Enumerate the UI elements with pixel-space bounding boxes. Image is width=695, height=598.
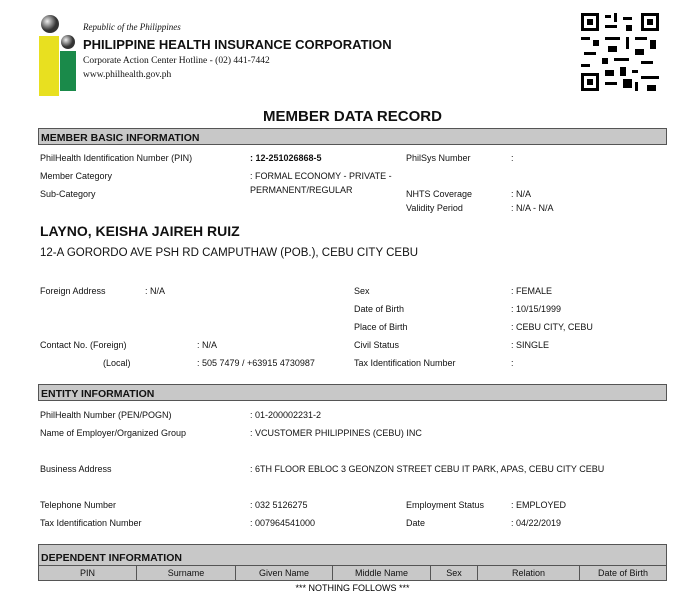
date-label: Date: [406, 518, 426, 528]
business-address-label: Business Address: [40, 464, 112, 474]
col-surname: Surname: [137, 566, 236, 580]
pob-value: : CEBU CITY, CEBU: [511, 322, 593, 332]
nothing-follows: *** NOTHING FOLLOWS ***: [295, 583, 410, 593]
pob-label: Place of Birth: [354, 322, 408, 332]
category-value: : FORMAL ECONOMY - PRIVATE -: [250, 171, 392, 181]
telephone-value: : 032 5126275: [250, 500, 308, 510]
org-name: PHILIPPINE HEALTH INSURANCE CORPORATION: [83, 37, 392, 52]
pin-value: : 12-251026868-5: [250, 153, 322, 163]
date-value: : 04/22/2019: [511, 518, 562, 528]
employer-value: : VCUSTOMER PHILIPPINES (CEBU) INC: [250, 428, 422, 438]
member-name: LAYNO, KEISHA JAIREH RUIZ: [40, 223, 240, 239]
validity-label: Validity Period: [406, 203, 463, 213]
section-member-basic: [38, 128, 667, 145]
validity-value: : N/A - N/A: [511, 203, 554, 213]
col-given-name: Given Name: [236, 566, 333, 580]
pen-value: : 01-200002231-2: [250, 410, 322, 420]
pen-label: PhilHealth Number (PEN/POGN): [40, 410, 172, 420]
section-heading: ENTITY INFORMATION: [41, 388, 155, 400]
entity-tin-label: Tax Identification Number: [40, 518, 142, 528]
col-pin: PIN: [39, 566, 137, 580]
contact-foreign-value: : N/A: [197, 340, 218, 350]
member-address: 12-A GORORDO AVE PSH RD CAMPUTHAW (POB.), CEBU CITY CEBU: [40, 247, 419, 259]
section-entity: [38, 384, 667, 401]
section-heading: MEMBER BASIC INFORMATION: [41, 132, 200, 144]
philsys-value: :: [511, 153, 514, 163]
dependents-table-header: [38, 565, 667, 581]
page-title: MEMBER DATA RECORD: [263, 108, 442, 125]
col-sex: Sex: [431, 566, 478, 580]
civil-status-label: Civil Status: [354, 340, 400, 350]
category-value-cont: PERMANENT/REGULAR: [250, 185, 353, 195]
contact-local-value: : 505 7479 / +63915 4730987: [197, 358, 315, 368]
tin-label: Tax Identification Number: [354, 358, 456, 368]
hotline-text: Corporate Action Center Hotline - (02) 441-7442: [83, 56, 270, 66]
section-heading: DEPENDENT INFORMATION: [41, 552, 182, 564]
dob-value: : 10/15/1999: [511, 304, 562, 314]
section-dependents: [38, 544, 667, 566]
pin-label: PhilHealth Identification Number (PIN): [40, 153, 193, 163]
employment-status-value: : EMPLOYED: [511, 500, 567, 510]
contact-foreign-label: Contact No. (Foreign): [40, 340, 127, 350]
category-label: Member Category: [40, 171, 113, 181]
civil-status-value: : SINGLE: [511, 340, 550, 350]
telephone-label: Telephone Number: [40, 500, 117, 510]
dob-label: Date of Birth: [354, 304, 405, 314]
employment-status-label: Employment Status: [406, 500, 485, 510]
business-address-value: : 6TH FLOOR EBLOC 3 GEONZON STREET CEBU IT PARK, APAS, CEBU CITY CEBU: [250, 464, 605, 474]
foreign-address-label: Foreign Address: [40, 286, 106, 296]
philhealth-logo: [36, 14, 84, 98]
tin-value: :: [511, 358, 514, 368]
employer-label: Name of Employer/Organized Group: [40, 428, 187, 438]
sex-label: Sex: [354, 286, 370, 296]
subcategory-label: Sub-Category: [40, 189, 96, 199]
nhts-label: NHTS Coverage: [406, 189, 473, 199]
nhts-value: : N/A: [511, 189, 532, 199]
entity-tin-value: : 007964541000: [250, 518, 316, 528]
republic-text: Republic of the Philippines: [83, 22, 181, 32]
col-date-of-birth: Date of Birth: [597, 568, 649, 578]
col-middle-name: Middle Name: [333, 566, 431, 580]
philsys-label: PhilSys Number: [406, 153, 471, 163]
sex-value: : FEMALE: [511, 286, 553, 296]
contact-local-label: (Local): [103, 358, 131, 368]
qr-code: [581, 13, 659, 91]
col-relation: Relation: [478, 566, 580, 580]
website-link[interactable]: www.philhealth.gov.ph: [83, 70, 172, 80]
foreign-address-value: : N/A: [145, 286, 166, 296]
